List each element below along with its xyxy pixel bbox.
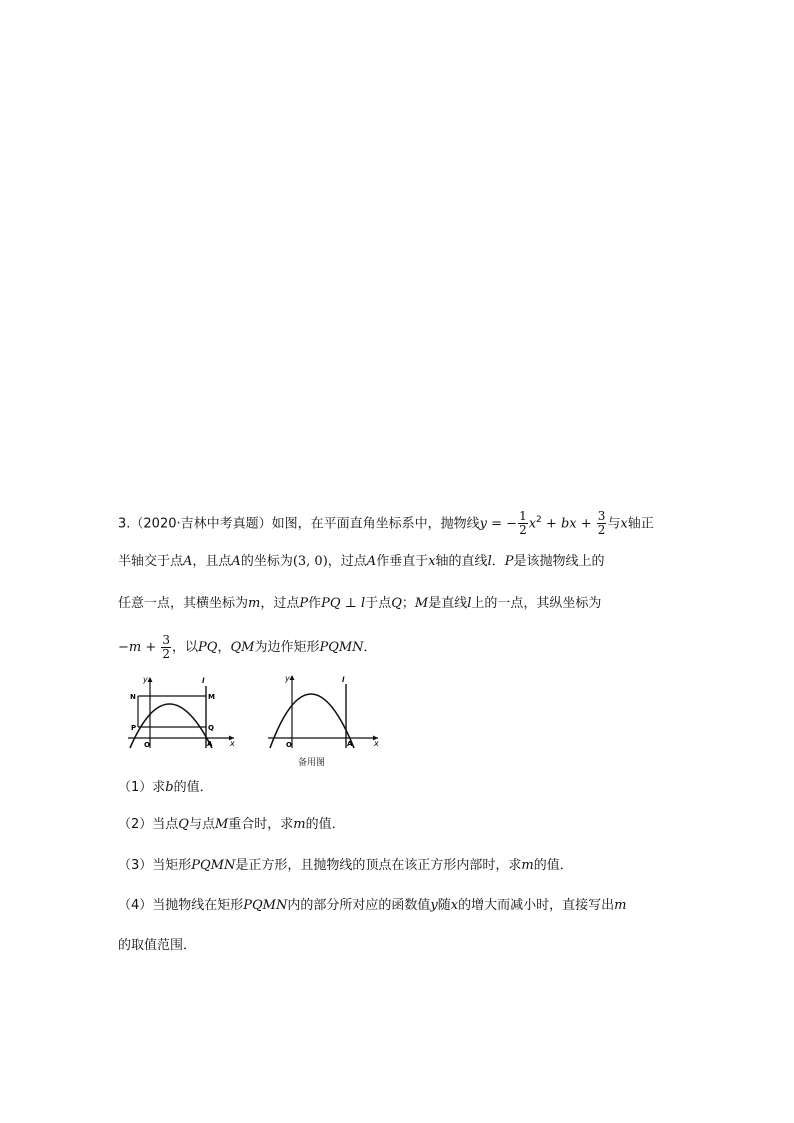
var-QM: QM [230, 640, 255, 655]
question-2 [118, 815, 345, 835]
text-segment: 任意一点，其横坐标为 [118, 596, 249, 611]
var-PQMN: PQMN [319, 640, 364, 655]
equation-y: y [479, 516, 487, 532]
text-segment: ，过点 [327, 554, 367, 569]
label-x: x [374, 739, 379, 748]
perpendicular-expression: PQ ⊥ l [321, 596, 366, 611]
label-A: A [347, 740, 353, 748]
label-y: y [143, 675, 148, 684]
text-segment: 轴的直线 [435, 554, 488, 569]
text-segment: 半轴交于点 [118, 554, 184, 569]
var-PQMN: PQMN [191, 858, 236, 873]
var-m: m [521, 858, 534, 873]
label-O: O [286, 741, 292, 749]
text-segment: 作垂直于 [376, 554, 429, 569]
label-x: x [230, 739, 235, 748]
parabola [270, 694, 354, 748]
problem-line-3 [118, 594, 601, 614]
var-A: A [183, 554, 193, 569]
text-segment: ，过点 [260, 596, 300, 611]
fraction-numerator: 3 [597, 509, 606, 524]
text-segment: ． [491, 554, 505, 569]
figure-backup [262, 672, 382, 756]
var-l: l [487, 554, 492, 569]
label-O: O [144, 741, 150, 749]
text-segment: 于点 [365, 596, 392, 611]
text-segment: 上的一点，其纵坐标为 [471, 596, 602, 611]
text-segment: 的取值范围． [118, 938, 197, 953]
label-y: y [285, 674, 290, 683]
var-b: b [165, 780, 174, 795]
equation-exponent: 2 [536, 515, 542, 525]
var-M: M [214, 817, 229, 832]
text-segment: 是正方形，且抛物线的顶点在该正方形内部时，求 [235, 858, 522, 873]
question-3 [118, 856, 573, 876]
var-PQMN: PQMN [243, 898, 288, 913]
var-P: P [504, 554, 514, 569]
var-Q: Q [391, 596, 402, 611]
text-segment: 的值． [533, 858, 573, 873]
var-m: m [614, 898, 627, 913]
text-segment: 内的部分所对应的函数值 [287, 898, 431, 913]
text-segment: ， [217, 640, 231, 655]
equation-equals: = − [487, 516, 518, 532]
coordinate-A: (3, 0) [292, 554, 328, 569]
y-axis-arrow [148, 677, 153, 682]
text-segment: ． [363, 640, 377, 655]
var-P: P [299, 596, 309, 611]
fraction-numerator: 3 [162, 633, 171, 647]
text-segment: ； [401, 596, 415, 611]
figure-main-svg [120, 672, 240, 752]
var-x: x [428, 554, 436, 569]
var-m: m [248, 596, 261, 611]
fraction-denominator: 2 [519, 523, 527, 538]
var-A: A [366, 554, 377, 569]
expression-neg-m: −m + [118, 640, 161, 655]
fraction-three-halves [597, 510, 607, 537]
label-M: M [208, 693, 215, 701]
var-M: M [414, 596, 429, 611]
text-segment: 为边作矩形 [254, 640, 320, 655]
var-l: l [467, 596, 472, 611]
fraction-denominator: 2 [162, 647, 171, 661]
label-A: A [207, 740, 213, 748]
label-Q: Q [208, 724, 214, 732]
figure-backup-svg [262, 672, 382, 752]
problem-source: （2020·吉林中考真题） [130, 516, 272, 532]
label-N: N [130, 693, 136, 701]
fraction-three-halves [161, 634, 171, 661]
text-segment: 作 [308, 596, 322, 611]
problem-line-1 [118, 510, 654, 537]
fraction-denominator: 2 [597, 523, 606, 538]
var-Q: Q [178, 817, 189, 832]
text-segment: ，且点 [192, 554, 232, 569]
text-segment: 的值． [173, 780, 213, 795]
problem-line-2 [118, 552, 605, 572]
text-segment: 是该抛物线上的 [513, 554, 605, 569]
text-segment: 如图，在平面直角坐标系中，抛物线 [271, 516, 480, 532]
text-segment: （4）当抛物线在矩形 [118, 898, 244, 913]
figure-caption: 备用图 [298, 758, 326, 768]
text-segment: 轴正 [627, 516, 654, 532]
parabola [130, 704, 212, 748]
text-segment: 是直线 [428, 596, 468, 611]
var-A: A [231, 554, 241, 569]
label-l: l [202, 677, 205, 685]
label-l: l [342, 676, 345, 684]
problem-line-4 [118, 634, 377, 661]
label-P: P [131, 724, 137, 732]
text-segment: 重合时，求 [228, 817, 294, 832]
var-PQ: PQ [198, 640, 218, 655]
text-segment: 与点 [188, 817, 215, 832]
problem-number: 3. [118, 516, 131, 532]
text-segment: 随 [437, 898, 451, 913]
text-segment: ，以 [172, 640, 199, 655]
y-axis-arrow [290, 675, 295, 680]
text-segment: （2）当点 [118, 817, 179, 832]
text-segment: 的坐标为 [240, 554, 293, 569]
figure-main [120, 672, 240, 756]
var-x: x [450, 898, 459, 913]
fraction-numerator: 1 [519, 509, 527, 524]
fraction-one-half [518, 510, 528, 537]
text-segment: （1）求 [118, 780, 166, 795]
text-segment: 的增大而减小时，直接写出 [458, 898, 615, 913]
equation-bx: + bx + [541, 516, 596, 532]
var-y: y [430, 898, 438, 913]
equation-x: x [528, 516, 537, 532]
text-segment: （3）当矩形 [118, 858, 192, 873]
var-m: m [293, 817, 306, 832]
var-x: x [620, 516, 628, 532]
question-4-continued [118, 936, 196, 956]
question-1 [118, 778, 213, 798]
question-4 [118, 896, 626, 916]
text-segment: 与 [607, 516, 621, 532]
text-segment: 的值． [305, 817, 345, 832]
